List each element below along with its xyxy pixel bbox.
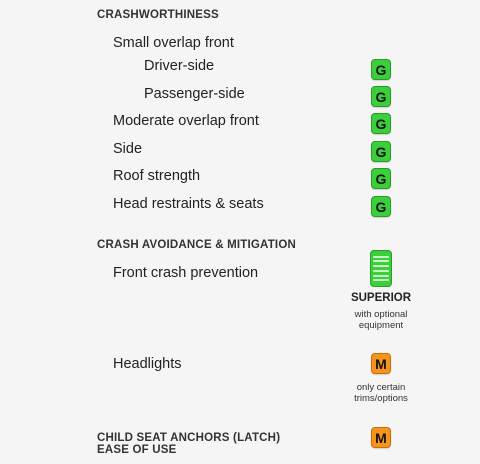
roof-strength-rating-badge: G [371, 168, 391, 189]
front-crash-rating-text: SUPERIOR [350, 292, 412, 304]
latch-rating-badge: M [371, 427, 391, 448]
latch-title-line1: CHILD SEAT ANCHORS (LATCH) [97, 432, 281, 444]
front-crash-prevention-label: Front crash prevention [113, 265, 259, 281]
head-restraints-label: Head restraints & seats [113, 196, 264, 212]
passenger-side-rating-badge: G [371, 86, 391, 107]
crashworthiness-title: CRASHWORTHINESS [97, 9, 219, 21]
headlights-label: Headlights [113, 356, 182, 372]
latch-title-line2: EASE OF USE [97, 444, 177, 456]
side-label: Side [113, 141, 143, 157]
passenger-side-label: Passenger-side [144, 86, 245, 102]
headlights-note-line2: trims/options [354, 393, 408, 404]
headlights-note-line1: only certain [356, 382, 406, 393]
side-rating-badge: G [371, 141, 391, 162]
driver-side-label: Driver-side [144, 58, 215, 74]
moderate-overlap-rating-badge: G [371, 113, 391, 134]
crash-avoidance-title: CRASH AVOIDANCE & MITIGATION [97, 239, 296, 251]
roof-strength-label: Roof strength [113, 168, 201, 184]
small-overlap-label: Small overlap front [113, 35, 234, 51]
headlights-rating-badge: M [371, 353, 391, 374]
front-crash-note-line1: with optional [354, 309, 408, 320]
head-restraints-rating-badge: G [371, 196, 391, 217]
front-crash-note-line2: equipment [358, 320, 404, 331]
moderate-overlap-label: Moderate overlap front [113, 113, 259, 129]
driver-side-rating-badge: G [371, 59, 391, 80]
superior-bars-icon [370, 250, 392, 287]
